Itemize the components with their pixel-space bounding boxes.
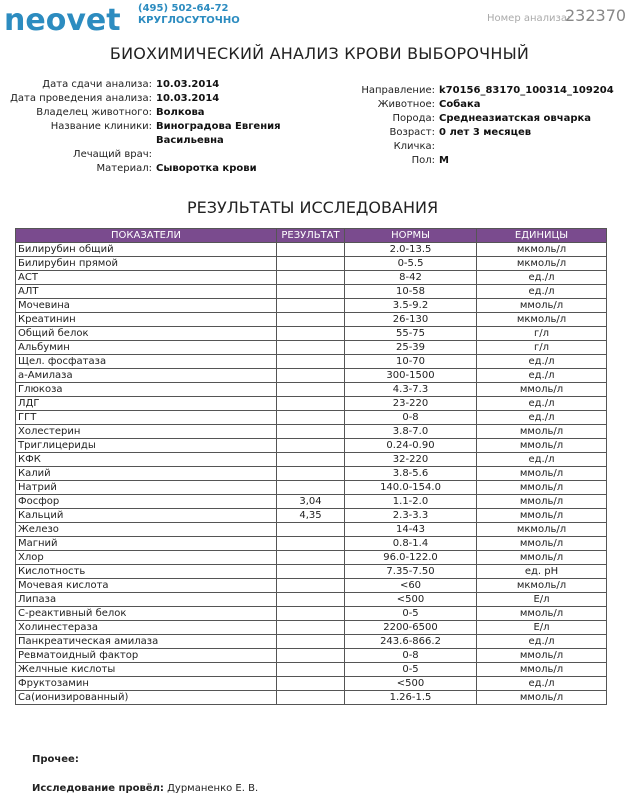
indicator-cell: Триглицериды: [16, 439, 277, 453]
indicator-cell: Панкреатическая амилаза: [16, 635, 277, 649]
table-row: [16, 257, 607, 271]
result-cell: [277, 299, 345, 313]
info-label: Лечащий врач:: [73, 149, 152, 160]
indicator-cell: Кислотность: [16, 565, 277, 579]
norm-cell: 3.8-7.0: [345, 425, 477, 439]
table-row: [16, 509, 607, 523]
info-value: 0 лет 3 месяцев: [439, 127, 532, 138]
indicator-cell: Кальций: [16, 509, 277, 523]
neovet-logo: [4, 2, 134, 36]
info-row: [302, 126, 619, 140]
table-row: [16, 523, 607, 537]
info-label: Возраст:: [389, 127, 435, 138]
info-right: [302, 84, 619, 168]
table-row: [16, 299, 607, 313]
table-row: [16, 397, 607, 411]
table-row: [16, 355, 607, 369]
norm-cell: 10-58: [345, 285, 477, 299]
unit-cell: ед./л: [477, 453, 607, 467]
unit-cell: ммоль/л: [477, 691, 607, 705]
unit-cell: ммоль/л: [477, 607, 607, 621]
result-cell: [277, 621, 345, 635]
indicator-cell: Желчные кислоты: [16, 663, 277, 677]
result-cell: [277, 523, 345, 537]
norm-cell: <60: [345, 579, 477, 593]
table-row: [16, 691, 607, 705]
result-cell: 4,35: [277, 509, 345, 523]
info-value: [152, 148, 286, 162]
table-row: [16, 663, 607, 677]
unit-cell: ед./л: [477, 285, 607, 299]
indicator-cell: Липаза: [16, 593, 277, 607]
table-header-row: [16, 229, 607, 243]
result-cell: [277, 593, 345, 607]
unit-cell: ммоль/л: [477, 663, 607, 677]
info-label: Дата проведения анализа:: [10, 93, 152, 104]
header-result: РЕЗУЛЬТАТ: [277, 229, 345, 243]
norm-cell: 243.6-866.2: [345, 635, 477, 649]
table-row: [16, 607, 607, 621]
norm-cell: <500: [345, 677, 477, 691]
indicator-cell: Холестерин: [16, 425, 277, 439]
indicator-cell: Альбумин: [16, 341, 277, 355]
result-cell: [277, 453, 345, 467]
unit-cell: ед./л: [477, 397, 607, 411]
indicator-cell: Холинестераза: [16, 621, 277, 635]
unit-cell: ммоль/л: [477, 509, 607, 523]
info-value: [435, 140, 619, 154]
indicator-cell: Фруктозамин: [16, 677, 277, 691]
table-row: [16, 565, 607, 579]
results-title: РЕЗУЛЬТАТЫ ИССЛЕДОВАНИЯ: [187, 198, 439, 217]
table-row: [16, 495, 607, 509]
info-row: [302, 140, 619, 154]
indicator-cell: АЛТ: [16, 285, 277, 299]
info-label: Материал:: [96, 163, 152, 174]
analysis-number-label: Номер анализа:: [487, 13, 571, 24]
indicator-cell: С-реактивный белок: [16, 607, 277, 621]
result-cell: [277, 285, 345, 299]
unit-cell: ед./л: [477, 355, 607, 369]
indicator-cell: Хлор: [16, 551, 277, 565]
info-value: Виноградова Евгения Васильевна: [156, 121, 281, 146]
indicator-cell: КФК: [16, 453, 277, 467]
results-table: [15, 228, 607, 705]
info-label: Пол:: [411, 155, 435, 166]
table-row: [16, 327, 607, 341]
norm-cell: 3.8-5.6: [345, 467, 477, 481]
norm-cell: 0-5: [345, 663, 477, 677]
unit-cell: Е/л: [477, 593, 607, 607]
norm-cell: 4.3-7.3: [345, 383, 477, 397]
unit-cell: ммоль/л: [477, 649, 607, 663]
unit-cell: ммоль/л: [477, 425, 607, 439]
result-cell: [277, 271, 345, 285]
result-cell: [277, 691, 345, 705]
result-cell: [277, 439, 345, 453]
result-cell: [277, 327, 345, 341]
indicator-cell: Са(ионизированный): [16, 691, 277, 705]
info-row: [0, 148, 286, 162]
unit-cell: мкмоль/л: [477, 579, 607, 593]
info-label: Название клиники:: [50, 121, 152, 132]
table-row: [16, 243, 607, 257]
norm-cell: 0.24-0.90: [345, 439, 477, 453]
unit-cell: ммоль/л: [477, 299, 607, 313]
norm-cell: 0-5.5: [345, 257, 477, 271]
norm-cell: 2200-6500: [345, 621, 477, 635]
other-section: [32, 754, 79, 765]
info-row: [0, 78, 286, 92]
table-row: [16, 621, 607, 635]
info-label: Порода:: [392, 113, 435, 124]
norm-cell: 1.26-1.5: [345, 691, 477, 705]
info-value: 10.03.2014: [156, 79, 220, 90]
result-cell: [277, 425, 345, 439]
table-row: [16, 537, 607, 551]
table-row: [16, 425, 607, 439]
unit-cell: ммоль/л: [477, 467, 607, 481]
info-row: [302, 154, 619, 168]
result-cell: [277, 411, 345, 425]
unit-cell: ммоль/л: [477, 551, 607, 565]
indicator-cell: АСТ: [16, 271, 277, 285]
info-row: [302, 112, 619, 126]
result-cell: [277, 243, 345, 257]
indicator-cell: ЛДГ: [16, 397, 277, 411]
unit-cell: г/л: [477, 327, 607, 341]
unit-cell: ед. pH: [477, 565, 607, 579]
info-label: Кличка:: [393, 141, 435, 152]
info-value: k70156_83170_100314_109204: [439, 85, 614, 96]
table-row: [16, 439, 607, 453]
unit-cell: мкмоль/л: [477, 243, 607, 257]
info-row: [302, 98, 619, 112]
unit-cell: ммоль/л: [477, 481, 607, 495]
info-label: Владелец животного:: [36, 107, 152, 118]
norm-cell: <500: [345, 593, 477, 607]
indicator-cell: Мочевая кислота: [16, 579, 277, 593]
table-row: [16, 313, 607, 327]
norm-cell: 10-70: [345, 355, 477, 369]
result-cell: [277, 467, 345, 481]
performed-by-name: Дурманенко Е. В.: [167, 783, 259, 794]
table-row: [16, 551, 607, 565]
info-row: [0, 162, 286, 176]
unit-cell: Е/л: [477, 621, 607, 635]
logo-text: neovet: [4, 3, 121, 36]
norm-cell: 96.0-122.0: [345, 551, 477, 565]
header-norms: НОРМЫ: [345, 229, 477, 243]
other-label: Прочее:: [32, 754, 79, 765]
indicator-cell: Натрий: [16, 481, 277, 495]
indicator-cell: Глюкоза: [16, 383, 277, 397]
norm-cell: 300-1500: [345, 369, 477, 383]
unit-cell: мкмоль/л: [477, 257, 607, 271]
phone-block: [138, 3, 240, 27]
table-row: [16, 481, 607, 495]
table-row: [16, 635, 607, 649]
table-row: [16, 271, 607, 285]
norm-cell: 32-220: [345, 453, 477, 467]
unit-cell: ед./л: [477, 271, 607, 285]
result-cell: [277, 635, 345, 649]
table-row: [16, 593, 607, 607]
performed-by-label: Исследование провёл:: [32, 783, 164, 794]
norm-cell: 55-75: [345, 327, 477, 341]
result-cell: [277, 537, 345, 551]
indicator-cell: Общий белок: [16, 327, 277, 341]
norm-cell: 0-8: [345, 649, 477, 663]
unit-cell: ед./л: [477, 369, 607, 383]
info-label: Направление:: [361, 85, 435, 96]
result-cell: [277, 677, 345, 691]
result-cell: [277, 397, 345, 411]
result-cell: [277, 579, 345, 593]
info-value: М: [439, 155, 449, 166]
indicator-cell: ГГТ: [16, 411, 277, 425]
norm-cell: 0-8: [345, 411, 477, 425]
norm-cell: 1.1-2.0: [345, 495, 477, 509]
hours-label: КРУГЛОСУТОЧНО: [138, 15, 240, 26]
norm-cell: 0.8-1.4: [345, 537, 477, 551]
table-row: [16, 383, 607, 397]
norm-cell: 2.0-13.5: [345, 243, 477, 257]
unit-cell: ед./л: [477, 677, 607, 691]
result-cell: [277, 649, 345, 663]
result-cell: [277, 257, 345, 271]
info-value: Сыворотка крови: [156, 163, 257, 174]
info-row: [0, 106, 286, 120]
norm-cell: 3.5-9.2: [345, 299, 477, 313]
unit-cell: ммоль/л: [477, 537, 607, 551]
indicator-cell: Ревматоидный фактор: [16, 649, 277, 663]
info-row: [0, 92, 286, 106]
result-cell: [277, 355, 345, 369]
unit-cell: г/л: [477, 341, 607, 355]
info-left: [0, 78, 286, 176]
unit-cell: мкмоль/л: [477, 523, 607, 537]
table-row: [16, 369, 607, 383]
table-row: [16, 677, 607, 691]
info-row: [0, 120, 286, 148]
table-row: [16, 649, 607, 663]
info-label: Животное:: [377, 99, 435, 110]
indicator-cell: Мочевина: [16, 299, 277, 313]
performed-by-section: [32, 783, 258, 794]
norm-cell: 8-42: [345, 271, 477, 285]
info-value: Собака: [439, 99, 481, 110]
table-row: [16, 467, 607, 481]
indicator-cell: Билирубин прямой: [16, 257, 277, 271]
info-value: 10.03.2014: [156, 93, 220, 104]
indicator-cell: Калий: [16, 467, 277, 481]
info-label: Дата сдачи анализа:: [42, 79, 152, 90]
norm-cell: 14-43: [345, 523, 477, 537]
info-value: Волкова: [156, 107, 205, 118]
unit-cell: ммоль/л: [477, 383, 607, 397]
unit-cell: ммоль/л: [477, 495, 607, 509]
phone-number[interactable]: (495) 502-64-72: [138, 3, 229, 14]
result-cell: [277, 369, 345, 383]
table-row: [16, 453, 607, 467]
indicator-cell: Фосфор: [16, 495, 277, 509]
indicator-cell: Железо: [16, 523, 277, 537]
info-row: [302, 84, 619, 98]
unit-cell: ммоль/л: [477, 439, 607, 453]
unit-cell: ед./л: [477, 635, 607, 649]
norm-cell: 23-220: [345, 397, 477, 411]
indicator-cell: Магний: [16, 537, 277, 551]
analysis-number: 232370: [565, 6, 627, 25]
result-cell: [277, 607, 345, 621]
norm-cell: 26-130: [345, 313, 477, 327]
norm-cell: 140.0-154.0: [345, 481, 477, 495]
result-cell: [277, 341, 345, 355]
indicator-cell: Щел. фосфатаза: [16, 355, 277, 369]
table-row: [16, 285, 607, 299]
table-row: [16, 341, 607, 355]
unit-cell: ед./л: [477, 411, 607, 425]
result-cell: [277, 565, 345, 579]
norm-cell: 2.3-3.3: [345, 509, 477, 523]
table-row: [16, 411, 607, 425]
result-cell: [277, 663, 345, 677]
result-cell: 3,04: [277, 495, 345, 509]
unit-cell: мкмоль/л: [477, 313, 607, 327]
indicator-cell: а-Амилаза: [16, 369, 277, 383]
header-units: ЕДИНИЦЫ: [477, 229, 607, 243]
info-value: Среднеазиатская овчарка: [439, 113, 592, 124]
result-cell: [277, 313, 345, 327]
norm-cell: 25-39: [345, 341, 477, 355]
result-cell: [277, 481, 345, 495]
norm-cell: 0-5: [345, 607, 477, 621]
indicator-cell: Креатинин: [16, 313, 277, 327]
page-title: БИОХИМИЧЕСКИЙ АНАЛИЗ КРОВИ ВЫБОРОЧНЫЙ: [109, 44, 530, 63]
table-row: [16, 579, 607, 593]
indicator-cell: Билирубин общий: [16, 243, 277, 257]
result-cell: [277, 551, 345, 565]
header-indicators: ПОКАЗАТЕЛИ: [16, 229, 277, 243]
result-cell: [277, 383, 345, 397]
norm-cell: 7.35-7.50: [345, 565, 477, 579]
